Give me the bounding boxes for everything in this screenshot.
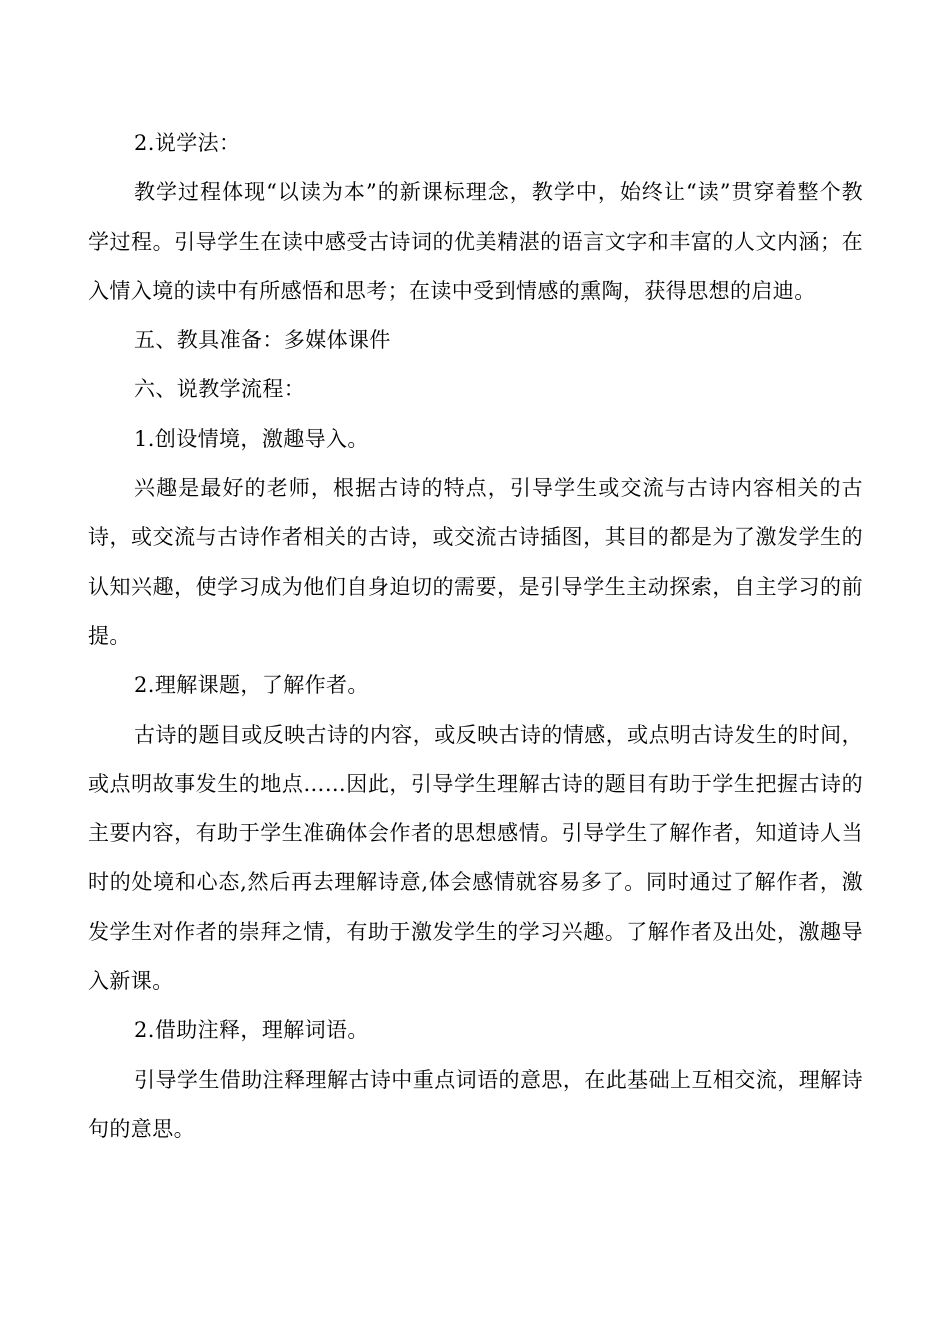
step-1-title: 1.创设情境，激趣导入。 [134,426,369,451]
step-2-paragraph: 古诗的题目或反映古诗的内容，或反映古诗的情感，或点明古诗发生的时间，或点明故事发生的地点……因此，引导学生理解古诗的题目有助于学生把握古诗的主要内容，有助于学生准确体会作者的思想感情。引导学生了解作者，知道诗人当时的处境和心态,然后再去理解诗意,体会感情就容易多了。同时通过了解作者，激发学生对作者的崇拜之情，有助于激发学生的学习兴趣。了解作者及出处，激趣导入新课。 [88,722,863,994]
teaching-aids-heading: 五、教具准备：多媒体课件 [134,328,391,353]
document-body [88,119,863,1154]
step-2-title: 2.理解课题，了解作者。 [134,673,369,698]
study-method-paragraph: 教学过程体现“以读为本”的新课标理念，教学中，始终让“读”贯穿着整个教学过程。引导学生在读中感受古诗词的优美精湛的语言文字和丰富的人文内涵；在入情入境的读中有所感悟和思考；在读中受到情感的熏陶，获得思想的启迪。 [88,180,863,303]
step-3-paragraph: 引导学生借助注释理解古诗中重点词语的意思，在此基础上互相交流，理解诗句的意思。 [88,1067,863,1141]
step-3-title: 2.借助注释，理解词语。 [134,1018,369,1043]
study-method-heading: 2.说学法： [134,131,241,155]
step-1-paragraph: 兴趣是最好的老师，根据古诗的特点，引导学生或交流与古诗内容相关的古诗，或交流与古诗作者相关的古诗，或交流古诗插图，其目的都是为了激发学生的认知兴趣，使学习成为他们自身迫切的需要，是引导学生主动探索，自主学习的前提。 [88,476,863,648]
teaching-flow-heading: 六、说教学流程： [134,377,306,402]
